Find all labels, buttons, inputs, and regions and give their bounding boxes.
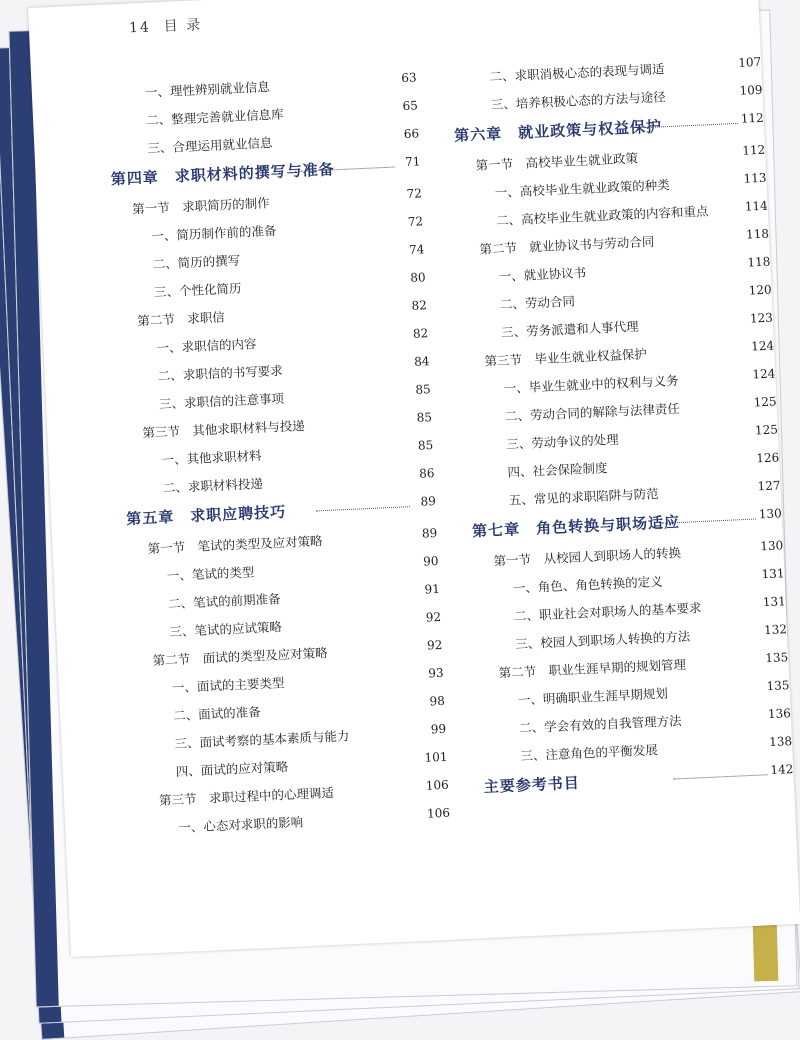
toc-entry-page: 72	[407, 214, 424, 229]
toc-entry-page: 124	[750, 338, 775, 354]
toc-entry-page: 74	[408, 242, 425, 257]
toc-entry-page: 142	[770, 762, 794, 778]
toc-entry-page: 92	[426, 637, 443, 653]
toc-entry-page: 118	[745, 226, 770, 242]
toc-entry-page: 135	[765, 650, 789, 666]
toc-entry-label: 第一节 笔试的类型及应对策略	[147, 533, 323, 557]
toc-entry-page: 82	[411, 298, 428, 313]
toc-entry-label: 二、面试的准备	[172, 704, 262, 724]
toc-entry-label: 三、劳务派遣和人事代理	[500, 318, 639, 340]
toc-entry-label: 主要参考书目	[483, 773, 581, 797]
toc-entry-page: 114	[744, 198, 769, 214]
toc-entry-page: 92	[425, 609, 442, 625]
toc-entry-label: 第一节 求职简历的制作	[131, 195, 270, 217]
toc-entry-page: 130	[758, 506, 783, 522]
toc-entry-page: 112	[741, 142, 766, 158]
toc-entry-label: 五、常见的求职陷阱与防范	[508, 485, 660, 508]
toc-entry-label: 第二节 面试的类型及应对策略	[152, 645, 328, 669]
toc-entry-label: 第一节 高校毕业生就业政策	[475, 150, 639, 173]
toc-entry-page: 136	[767, 706, 792, 722]
toc-entry-page: 127	[757, 478, 781, 494]
toc-entry-page: 131	[762, 594, 787, 610]
toc-entry-label: 二、劳动合同的解除与法律责任	[504, 400, 681, 424]
toc-entry-label: 第四章 求职材料的撰写与准备	[110, 160, 336, 189]
toc-entry-label: 一、理性辨别就业信息	[144, 79, 271, 100]
toc-right-column	[451, 55, 794, 808]
toc-entry-page: 132	[763, 622, 788, 638]
toc-entry-label: 三、培养积极心态的方法与途径	[490, 89, 667, 113]
toc-entry-page: 66	[403, 126, 420, 142]
toc-page	[28, 0, 800, 957]
toc-entry-label: 第三节 其他求职材料与投递	[142, 417, 306, 441]
toc-entry-page: 82	[412, 326, 429, 341]
toc-entry-label: 三、笔试的应试策略	[169, 619, 283, 640]
toc-entry-page: 80	[410, 270, 426, 285]
toc-entry-page: 71	[404, 154, 421, 170]
toc-entry-label: 二、笔试的前期准备	[167, 591, 281, 612]
toc-entry-label: 一、角色、角色转换的定义	[512, 573, 664, 596]
toc-entry-label: 三、劳动争议的处理	[505, 431, 620, 452]
toc-entry-label: 一、明确职业生涯早期规划	[517, 685, 669, 708]
toc-entry-page: 126	[755, 450, 780, 466]
toc-entry-page: 125	[753, 394, 777, 410]
dot-leader	[674, 774, 768, 779]
toc-entry-page: 72	[406, 186, 423, 202]
page-header	[129, 14, 203, 37]
toc-entry-label: 四、面试的应对策略	[175, 758, 289, 780]
toc-entry-page: 131	[761, 566, 785, 582]
toc-entry-label: 第二节 就业协议书与劳动合同	[479, 233, 655, 257]
toc-entry-page: 109	[739, 82, 763, 98]
toc-entry-page: 101	[424, 749, 448, 765]
toc-entry-page: 106	[426, 805, 451, 821]
toc-entry-label: 一、心态对求职的影响	[177, 814, 304, 836]
toc-entry-label: 二、求职信的书写要求	[157, 362, 284, 384]
toc-entry-label: 二、简历的撰写	[152, 252, 241, 272]
toc-entry-label: 二、劳动合同	[499, 293, 576, 312]
toc-entry-page: 106	[425, 777, 449, 793]
toc-entry-label: 一、面试的主要类型	[171, 675, 285, 696]
toc-entry-label: 三、合理运用就业信息	[147, 135, 273, 156]
toc-entry-page: 112	[740, 110, 765, 126]
toc-entry-page: 130	[759, 538, 784, 554]
toc-entry-label: 第六章 就业政策与权益保护	[453, 117, 663, 145]
toc-entry-page: 123	[749, 310, 774, 326]
toc-entry-page: 89	[421, 525, 438, 541]
toc-entry-page: 135	[766, 678, 790, 694]
toc-entry-label: 四、社会保险制度	[507, 460, 608, 480]
toc-entry-page: 91	[424, 581, 441, 597]
toc-entry-page: 93	[428, 665, 444, 681]
toc-entry-page: 65	[402, 98, 419, 114]
toc-entry-page: 138	[768, 734, 793, 750]
toc-entry-label: 第三节 毕业生就业权益保护	[484, 346, 648, 369]
toc-entry-page: 85	[416, 410, 433, 425]
toc-entry-label: 三、个性化简历	[153, 280, 242, 300]
toc-entry-label: 二、学会有效的自我管理方法	[518, 713, 682, 736]
toc-entry-label: 第五章 求职应聘技巧	[125, 502, 287, 529]
toc-entry-page: 63	[400, 70, 417, 86]
toc-entry-label: 二、职业社会对职场人的基本要求	[513, 600, 702, 624]
toc-entry-page: 89	[420, 494, 437, 509]
toc-entry-label: 三、校园人到职场人转换的方法	[515, 628, 691, 652]
toc-entry-label: 第二节 职业生涯早期的规划管理	[498, 656, 687, 681]
toc-entry-page: 84	[413, 354, 430, 369]
toc-entry-label: 第三节 求职过程中的心理调适	[158, 784, 335, 808]
toc-entry-label: 一、笔试的类型	[166, 564, 255, 584]
toc-entry-page: 85	[417, 438, 434, 453]
toc-entry-label: 一、求职信的内容	[156, 335, 257, 356]
page-title: 目 录	[163, 17, 203, 35]
dot-leader	[316, 506, 410, 511]
toc-entry-page: 90	[422, 553, 439, 569]
toc-entry-label: 一、高校毕业生就业政策的种类	[494, 177, 671, 201]
toc-entry-page: 125	[754, 422, 779, 438]
toc-entry-page: 107	[737, 54, 762, 70]
toc-entry-label: 三、面试考察的基本素质与能力	[174, 728, 350, 752]
toc-entry-label: 第二节 求职信	[136, 309, 226, 329]
toc-entry-page: 98	[429, 693, 446, 709]
toc-entry-label: 一、简历制作前的准备	[151, 222, 277, 244]
toc-entry-label: 三、注意角色的平衡发展	[520, 742, 659, 764]
toc-entry-page: 99	[430, 721, 447, 737]
toc-entry-label: 一、其他求职材料	[161, 447, 262, 468]
toc-entry-page: 85	[415, 382, 432, 397]
toc-entry-page: 113	[743, 170, 767, 186]
toc-left-column	[107, 70, 451, 847]
toc-entry-label: 二、整理完善就业信息库	[145, 106, 284, 128]
toc-entry-label: 第一节 从校园人到职场人的转换	[493, 544, 682, 569]
toc-entry-label: 第七章 角色转换与职场适应	[471, 512, 681, 541]
page-number: 14	[128, 19, 152, 37]
toc-entry-label: 一、就业协议书	[498, 264, 587, 284]
toc-entry-label: 一、毕业生就业中的权利与义务	[503, 372, 679, 396]
toc-entry-page: 124	[752, 366, 776, 382]
toc-entry-page: 86	[418, 466, 435, 481]
toc-entry-page: 118	[747, 254, 771, 270]
toc-entry-label: 三、求职信的注意事项	[158, 390, 285, 412]
toc-entry-label: 二、求职消极心态的表现与调适	[489, 61, 665, 85]
toc-entry-label: 二、高校毕业生就业政策的内容和重点	[495, 203, 709, 228]
toc-entry-page: 120	[748, 282, 772, 298]
toc-entry-label: 二、求职材料投递	[162, 475, 264, 496]
